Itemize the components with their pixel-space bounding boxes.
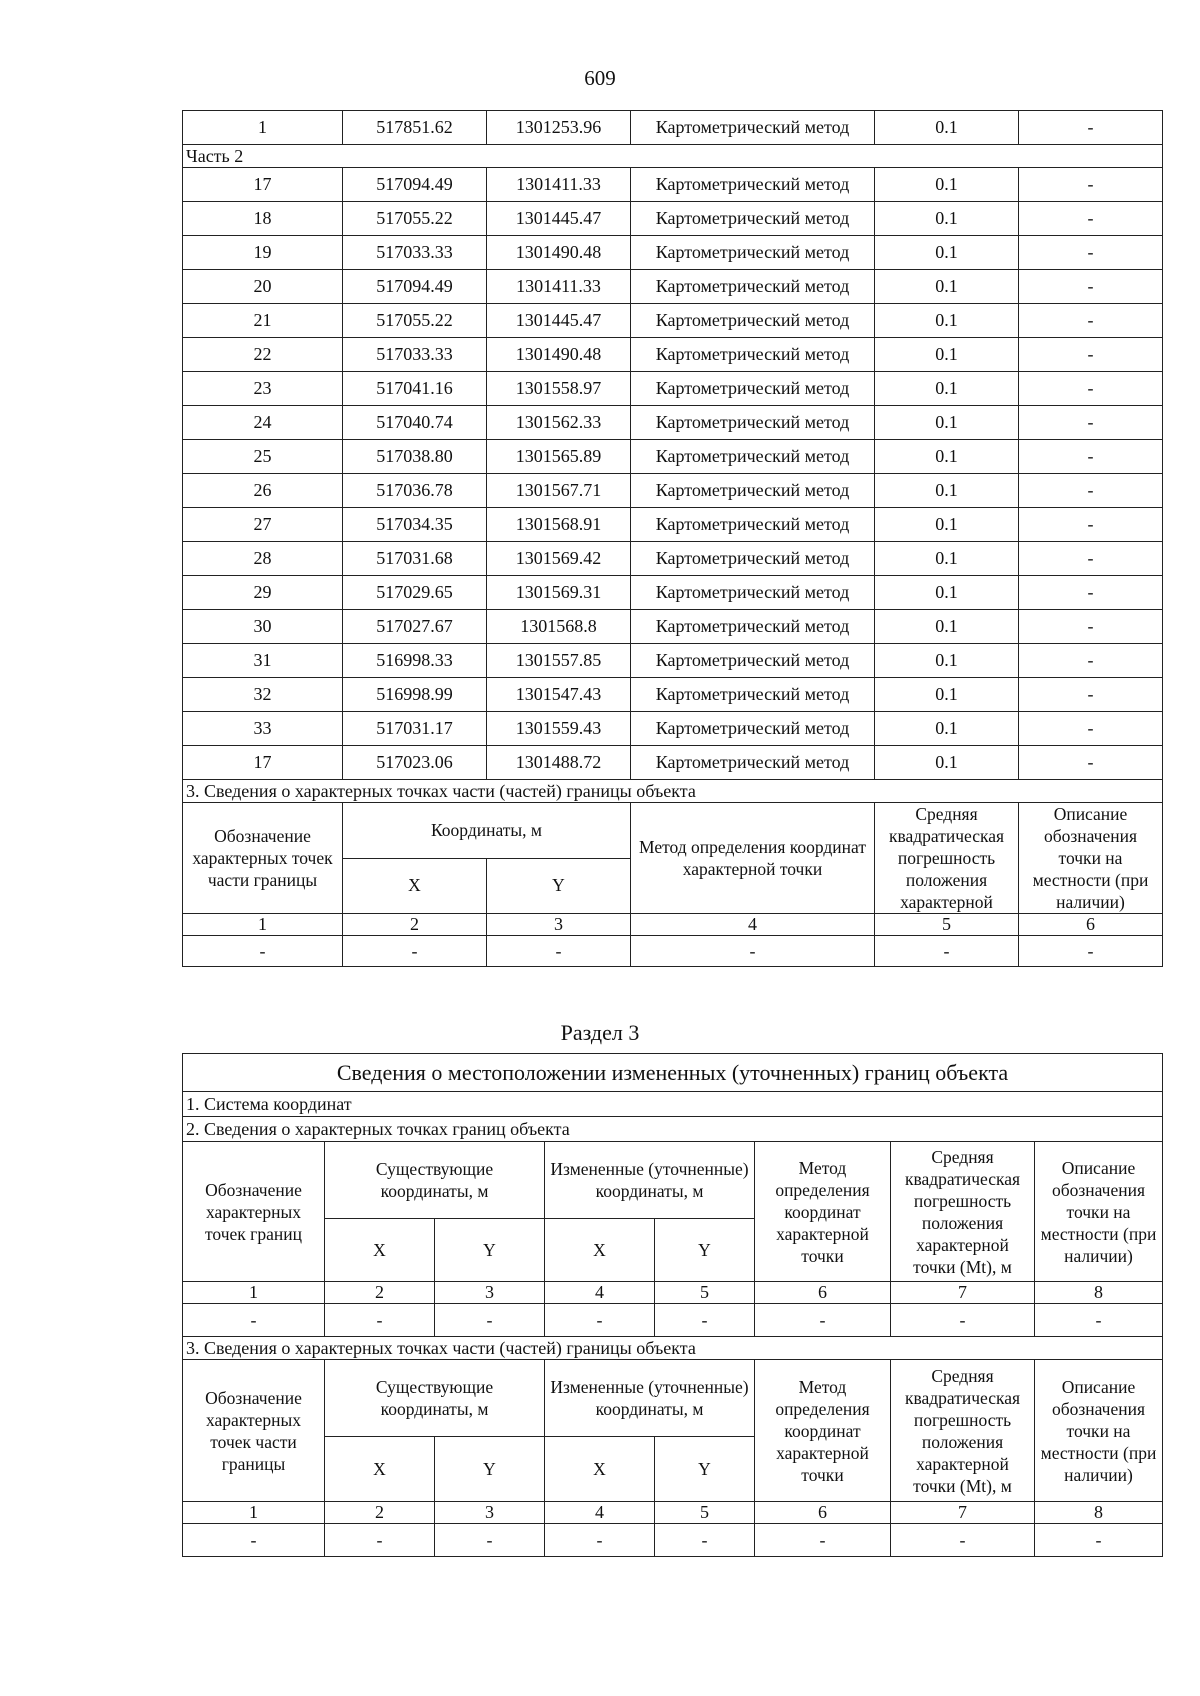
method: Картометрический метод <box>631 236 875 270</box>
method: Картометрический метод <box>631 440 875 474</box>
description: - <box>1019 236 1163 270</box>
coord-y: 1301253.96 <box>487 111 631 145</box>
error: 0.1 <box>875 712 1019 746</box>
table-row <box>183 542 1163 576</box>
coord-x: 517027.67 <box>343 610 487 644</box>
point-number: 25 <box>183 440 343 474</box>
header-method: Метод определения координат характерной точки <box>631 803 875 914</box>
method: Картометрический метод <box>631 111 875 145</box>
coord-x: 517040.74 <box>343 406 487 440</box>
point-number: 18 <box>183 202 343 236</box>
header-existing: Существующие координаты, м <box>325 1142 545 1219</box>
error: 0.1 <box>875 270 1019 304</box>
description: - <box>1019 304 1163 338</box>
header-y: Y <box>655 1219 755 1282</box>
coord-x: 517029.65 <box>343 576 487 610</box>
error: 0.1 <box>875 610 1019 644</box>
empty-cell: - <box>435 1524 545 1557</box>
coord-x: 517031.17 <box>343 712 487 746</box>
coord-y: 1301565.89 <box>487 440 631 474</box>
table-row <box>183 236 1163 270</box>
empty-cell: - <box>631 936 875 967</box>
empty-cell: - <box>875 936 1019 967</box>
header-x: X <box>545 1437 655 1502</box>
table-row <box>183 270 1163 304</box>
col-number: 4 <box>545 1502 655 1524</box>
col-number: 2 <box>325 1502 435 1524</box>
method: Картометрический метод <box>631 746 875 780</box>
col-number: 5 <box>875 914 1019 936</box>
header-row <box>183 1142 1163 1219</box>
error: 0.1 <box>875 644 1019 678</box>
point-number: 17 <box>183 746 343 780</box>
description: - <box>1019 270 1163 304</box>
coord-x: 517034.35 <box>343 508 487 542</box>
error: 0.1 <box>875 304 1019 338</box>
coord-x: 517055.22 <box>343 304 487 338</box>
header-row <box>183 1360 1163 1437</box>
col-number: 1 <box>183 1502 325 1524</box>
description: - <box>1019 576 1163 610</box>
description: - <box>1019 168 1163 202</box>
table-row <box>183 1304 1163 1337</box>
description: - <box>1019 644 1163 678</box>
coord-x: 517094.49 <box>343 168 487 202</box>
part-label: Часть 2 <box>183 145 1163 168</box>
coord-y: 1301568.8 <box>487 610 631 644</box>
method: Картометрический метод <box>631 338 875 372</box>
table-row <box>183 1524 1163 1557</box>
table-row <box>183 440 1163 474</box>
point-number: 31 <box>183 644 343 678</box>
header-description: Описание обозначения точки на местности (при наличии) <box>1035 1360 1163 1502</box>
table-row <box>183 338 1163 372</box>
description: - <box>1019 474 1163 508</box>
coord-y: 1301569.42 <box>487 542 631 576</box>
col-number: 6 <box>755 1282 891 1304</box>
coord-y: 1301488.72 <box>487 746 631 780</box>
description: - <box>1019 440 1163 474</box>
empty-cell: - <box>183 936 343 967</box>
error: 0.1 <box>875 372 1019 406</box>
coord-x: 517038.80 <box>343 440 487 474</box>
empty-cell: - <box>655 1304 755 1337</box>
header-method: Метод определения координат характерной точки <box>755 1360 891 1502</box>
coord-y: 1301445.47 <box>487 202 631 236</box>
error: 0.1 <box>875 508 1019 542</box>
col-number: 4 <box>631 914 875 936</box>
coord-y: 1301557.85 <box>487 644 631 678</box>
empty-cell: - <box>545 1304 655 1337</box>
col-number: 2 <box>325 1282 435 1304</box>
coord-y: 1301558.97 <box>487 372 631 406</box>
col-number: 7 <box>891 1502 1035 1524</box>
empty-cell: - <box>487 936 631 967</box>
error: 0.1 <box>875 746 1019 780</box>
description: - <box>1019 406 1163 440</box>
description: - <box>1019 746 1163 780</box>
empty-cell: - <box>755 1304 891 1337</box>
header-designation: Обозначение характерных точек границ <box>183 1142 325 1282</box>
header-y: Y <box>435 1437 545 1502</box>
coord-x: 517851.62 <box>343 111 487 145</box>
table-row <box>183 610 1163 644</box>
col-number: 8 <box>1035 1282 1163 1304</box>
col-number: 1 <box>183 914 343 936</box>
header-x: X <box>343 858 487 914</box>
table-row <box>183 406 1163 440</box>
table-row <box>183 304 1163 338</box>
coord-x: 517031.68 <box>343 542 487 576</box>
section-label: Раздел 3 <box>560 1020 640 1045</box>
point-number: 32 <box>183 678 343 712</box>
col-number: 6 <box>755 1502 891 1524</box>
method: Картометрический метод <box>631 644 875 678</box>
header-error: Средняя квадратическая погрешность положения характерной <box>875 803 1019 914</box>
coord-y: 1301568.91 <box>487 508 631 542</box>
header-row <box>183 803 1163 859</box>
header-changed: Измененные (уточненные) координаты, м <box>545 1360 755 1437</box>
col-number: 6 <box>1019 914 1163 936</box>
coord-y: 1301562.33 <box>487 406 631 440</box>
empty-cell: - <box>343 936 487 967</box>
parts-title: 3. Сведения о характерных точках части (частей) границы объекта <box>183 1337 1163 1360</box>
method: Картометрический метод <box>631 406 875 440</box>
points-title-row <box>183 1117 1163 1142</box>
description: - <box>1019 508 1163 542</box>
col-number: 3 <box>487 914 631 936</box>
point-number: 23 <box>183 372 343 406</box>
empty-cell: - <box>1035 1304 1163 1337</box>
description: - <box>1019 111 1163 145</box>
point-number: 27 <box>183 508 343 542</box>
header-y: Y <box>487 858 631 914</box>
coord-x: 517094.49 <box>343 270 487 304</box>
point-number: 20 <box>183 270 343 304</box>
points-title: 2. Сведения о характерных точках границ объекта <box>183 1117 1163 1142</box>
empty-cell: - <box>755 1524 891 1557</box>
coord-system: 1. Система координат <box>183 1092 1163 1117</box>
error: 0.1 <box>875 338 1019 372</box>
method: Картометрический метод <box>631 168 875 202</box>
coord-y: 1301445.47 <box>487 304 631 338</box>
description: - <box>1019 610 1163 644</box>
table-title: Сведения о местоположении измененных (уточненных) границ объекта <box>183 1054 1163 1092</box>
col-number: 5 <box>655 1282 755 1304</box>
empty-cell: - <box>1019 936 1163 967</box>
point-number: 26 <box>183 474 343 508</box>
empty-cell: - <box>325 1304 435 1337</box>
section-title: 3. Сведения о характерных точках части (частей) границы объекта <box>183 780 1163 803</box>
point-number: 24 <box>183 406 343 440</box>
method: Картометрический метод <box>631 270 875 304</box>
col-number: 3 <box>435 1502 545 1524</box>
point-number: 33 <box>183 712 343 746</box>
header-y: Y <box>655 1437 755 1502</box>
table-row <box>183 576 1163 610</box>
header-designation: Обозначение характерных точек части границы <box>183 803 343 914</box>
point-number: 21 <box>183 304 343 338</box>
header-designation: Обозначение характерных точек части границы <box>183 1360 325 1502</box>
parts-title-row <box>183 1337 1163 1360</box>
empty-cell: - <box>183 1304 325 1337</box>
coord-y: 1301567.71 <box>487 474 631 508</box>
header-y: Y <box>435 1219 545 1282</box>
point-number: 19 <box>183 236 343 270</box>
page-number: 609 <box>584 66 616 90</box>
header-existing: Существующие координаты, м <box>325 1360 545 1437</box>
point-number: 30 <box>183 610 343 644</box>
method: Картометрический метод <box>631 508 875 542</box>
error: 0.1 <box>875 440 1019 474</box>
error: 0.1 <box>875 576 1019 610</box>
table-row <box>183 508 1163 542</box>
method: Картометрический метод <box>631 712 875 746</box>
coord-x: 517041.16 <box>343 372 487 406</box>
header-error: Средняя квадратическая погрешность положения характерной точки (Mt), м <box>891 1360 1035 1502</box>
table-row <box>183 712 1163 746</box>
header-error: Средняя квадратическая погрешность положения характерной точки (Mt), м <box>891 1142 1035 1282</box>
table-row <box>183 111 1163 145</box>
point-number: 29 <box>183 576 343 610</box>
header-x: X <box>325 1437 435 1502</box>
empty-cell: - <box>655 1524 755 1557</box>
table-row <box>183 474 1163 508</box>
coord-x: 517036.78 <box>343 474 487 508</box>
table-row <box>183 678 1163 712</box>
error: 0.1 <box>875 111 1019 145</box>
empty-cell: - <box>325 1524 435 1557</box>
error: 0.1 <box>875 474 1019 508</box>
table-row <box>183 372 1163 406</box>
error: 0.1 <box>875 406 1019 440</box>
method: Картометрический метод <box>631 610 875 644</box>
header-coordinates: Координаты, м <box>343 803 631 859</box>
empty-cell: - <box>545 1524 655 1557</box>
header-description: Описание обозначения точки на местности (при наличии) <box>1019 803 1163 914</box>
coord-y: 1301490.48 <box>487 338 631 372</box>
empty-cell: - <box>891 1304 1035 1337</box>
col-number: 5 <box>655 1502 755 1524</box>
header-x: X <box>325 1219 435 1282</box>
coord-y: 1301559.43 <box>487 712 631 746</box>
col-number: 1 <box>183 1282 325 1304</box>
coord-y: 1301411.33 <box>487 168 631 202</box>
error: 0.1 <box>875 678 1019 712</box>
method: Картометрический метод <box>631 304 875 338</box>
column-numbers-row <box>183 1502 1163 1524</box>
col-number: 8 <box>1035 1502 1163 1524</box>
col-number: 7 <box>891 1282 1035 1304</box>
point-number: 22 <box>183 338 343 372</box>
table-row <box>183 746 1163 780</box>
method: Картометрический метод <box>631 474 875 508</box>
empty-cell: - <box>183 1524 325 1557</box>
method: Картометрический метод <box>631 202 875 236</box>
column-numbers-row <box>183 914 1163 936</box>
method: Картометрический метод <box>631 678 875 712</box>
table-row <box>183 936 1163 967</box>
error: 0.1 <box>875 202 1019 236</box>
point-number: 1 <box>183 111 343 145</box>
coord-system-row <box>183 1092 1163 1117</box>
table-row <box>183 168 1163 202</box>
column-numbers-row <box>183 1282 1163 1304</box>
header-changed: Измененные (уточненные) координаты, м <box>545 1142 755 1219</box>
method: Картометрический метод <box>631 542 875 576</box>
coord-y: 1301411.33 <box>487 270 631 304</box>
error: 0.1 <box>875 542 1019 576</box>
point-number: 17 <box>183 168 343 202</box>
coord-x: 516998.33 <box>343 644 487 678</box>
description: - <box>1019 372 1163 406</box>
table-row <box>183 644 1163 678</box>
part-row <box>183 145 1163 168</box>
coord-x: 516998.99 <box>343 678 487 712</box>
description: - <box>1019 202 1163 236</box>
header-x: X <box>545 1219 655 1282</box>
coord-x: 517033.33 <box>343 236 487 270</box>
section-title-row <box>183 780 1163 803</box>
coord-x: 517033.33 <box>343 338 487 372</box>
description: - <box>1019 542 1163 576</box>
method: Картометрический метод <box>631 576 875 610</box>
col-number: 4 <box>545 1282 655 1304</box>
header-method: Метод определения координат характерной точки <box>755 1142 891 1282</box>
description: - <box>1019 678 1163 712</box>
col-number: 2 <box>343 914 487 936</box>
point-number: 28 <box>183 542 343 576</box>
empty-cell: - <box>1035 1524 1163 1557</box>
table-title-row <box>183 1054 1163 1092</box>
empty-cell: - <box>891 1524 1035 1557</box>
coord-y: 1301547.43 <box>487 678 631 712</box>
changed-borders-table <box>182 1053 1163 1557</box>
col-number: 3 <box>435 1282 545 1304</box>
coord-x: 517023.06 <box>343 746 487 780</box>
error: 0.1 <box>875 168 1019 202</box>
method: Картометрический метод <box>631 372 875 406</box>
empty-cell: - <box>435 1304 545 1337</box>
description: - <box>1019 338 1163 372</box>
description: - <box>1019 712 1163 746</box>
error: 0.1 <box>875 236 1019 270</box>
table-row <box>183 202 1163 236</box>
header-description: Описание обозначения точки на местности (при наличии) <box>1035 1142 1163 1282</box>
coord-x: 517055.22 <box>343 202 487 236</box>
coord-y: 1301490.48 <box>487 236 631 270</box>
characteristic-points-table <box>182 110 1163 967</box>
coord-y: 1301569.31 <box>487 576 631 610</box>
